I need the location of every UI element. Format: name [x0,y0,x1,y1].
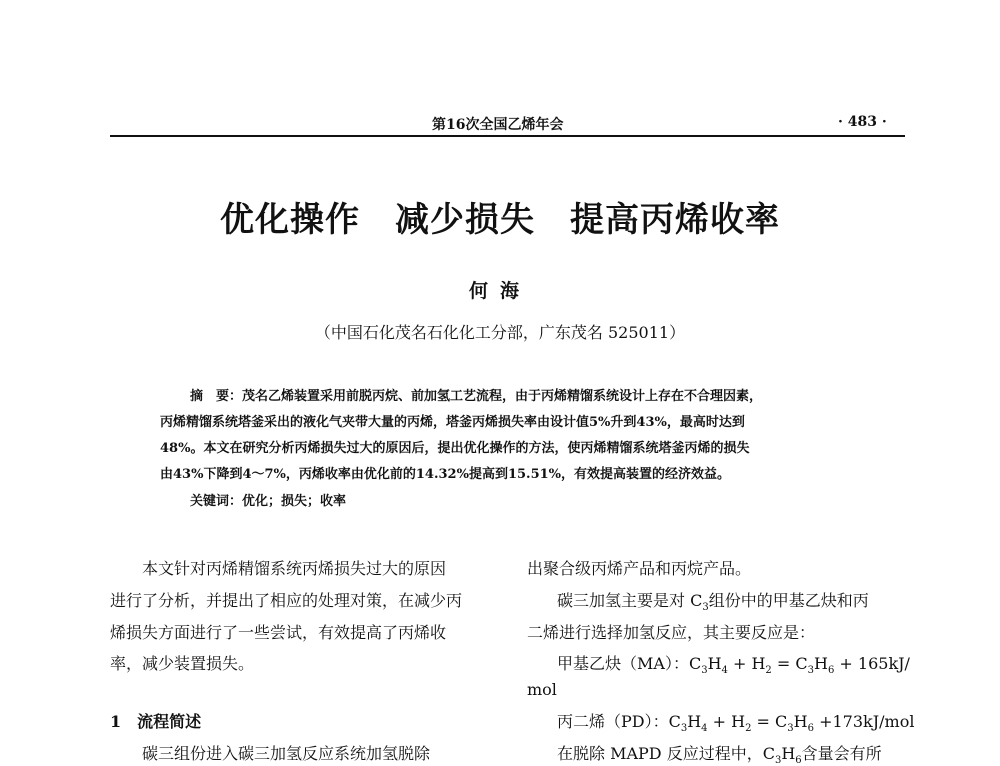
keywords [190,490,890,509]
section-heading: 1 流程简述 [110,712,202,731]
author: 何海 [468,280,531,302]
body-line: 烯损失方面进行了一些尝试，有效提高了丙烯收 [110,623,447,642]
body-line: 碳三加氢主要是对 $C_3$组份中的甲基乙炔和丙 [557,591,869,614]
abstract-text: 茂名乙烯装置采用前脱丙烷、前加氢工艺流程，由于丙烯精馏系统设计上存在不合理因素， [242,389,763,404]
body-line: 率，减少装置损失。 [110,654,255,673]
running-header: 第16次全国乙烯年会 [432,117,564,133]
abstract-line: 48%。本文在研究分析丙烯损失过大的原因后，提出优化操作的方法，使丙烯精馏系统塔釜丙烯的损失 [160,441,750,456]
body-line: 进行了分析，并提出了相应的处理对策，在减少丙 [110,591,463,610]
abstract-line: 由43%下降到4～7%，丙烯收率由优化前的14.32%提高到15.51%，有效提高装置的经济效益。 [160,467,731,482]
body-line: 在脱除 MAPD 反应过程中，$C_3H_6$含量会有所 [557,744,882,766]
abstract-line [190,385,890,404]
abstract-line: 丙烯精馏系统塔釜采出的液化气夹带大量的丙烯，塔釜丙烯损失率由设计值5%升到43%，最高时达到 [160,415,745,430]
body-line: 本文针对丙烯精馏系统丙烯损失过大的原因 [142,559,447,578]
page-number: · 483 · [838,114,887,130]
body-line: 二烯进行选择加氢反应，其主要反应是： [527,623,816,642]
abstract-label: 摘 要： [190,389,243,404]
equation-pd: 丙二烯（PD）：$C_3H_4 + H_2 = C_3H_6 +173kJ/mol$ [557,712,915,735]
keywords-label: 关键词： [190,494,243,509]
equation-ma-continued: mol [527,680,557,699]
header-rule [110,135,905,137]
body-line: 出聚合级丙烯产品和丙烷产品。 [527,559,752,578]
equation-ma: 甲基乙炔（MA）：$C_3H_4 + H_2 = C_3H_6 + 165kJ/$ [557,654,910,677]
affiliation: （中国石化茂名石化化工分部，广东茂名 525011） [314,323,686,342]
keywords-text: 优化；损失；收率 [242,494,347,509]
body-line: 碳三组份进入碳三加氢反应系统加氢脱除 [142,744,431,763]
paper-title: 优化操作 减少损失 提高丙烯收率 [220,200,780,240]
